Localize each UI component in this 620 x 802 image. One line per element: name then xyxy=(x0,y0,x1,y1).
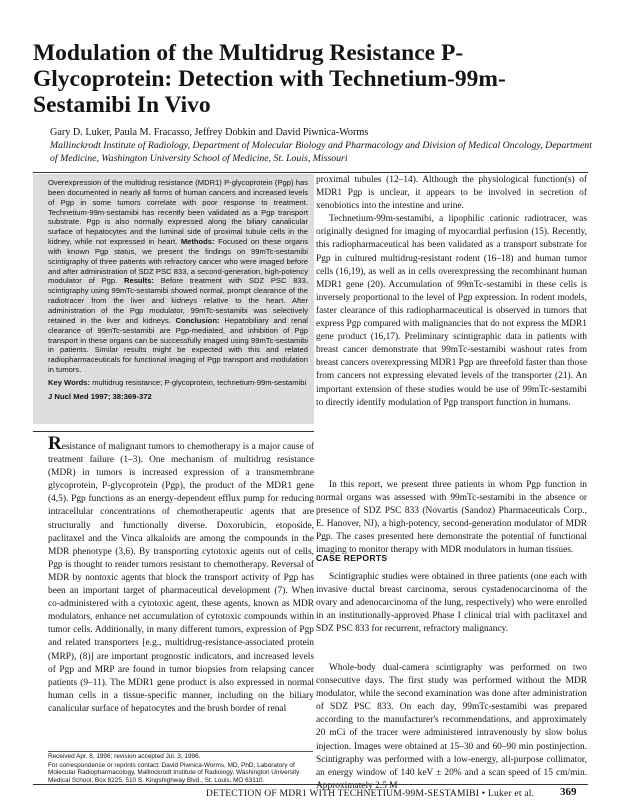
results-label: Results: xyxy=(123,276,154,286)
abstract-methods: Focused on these organs with known Pgp status, we present the findings on 99mTc-sestamibi scintigraphy of three patients with refractory cancer who were imaged before and after administration of SDZ PSC 833, a second-generation, high-potency modulator of Pgp. xyxy=(48,237,308,286)
footnotes xyxy=(48,753,314,786)
footnote-rule xyxy=(48,751,313,752)
body-paragraph-5: Whole-body dual-camera scintigraphy was performed on two consecutive days. The first study was performed without the MDR modulator, while the second examination was done after administration of SDZ PSC 833. On each day, 99mTc-sestamibi was prepared according to the manufacturer's recommendations, and approximately 20 mCi of the tracer were administered intravenously by slow bolus injection. Images were obtained at 15–30 and 60–90 min postinjection. Scintigraphy was performed with a low-energy, all-purpose collimator, an energy window of 140 keV ± 20% and a scan speed of 15 cm/min. Approximately 2.5 M xyxy=(316,663,587,791)
author-list: Gary D. Luker, Paula M. Fracasso, Jeffrey Dobkin and David Piwnica-Worms xyxy=(50,127,369,138)
body-paragraph-4: Scintigraphic studies were obtained in three patients (one each with invasive ductal breast carcinoma, serous cystadenocarcinoma of the ovary and adenocarcinoma of the lung, respectively) who were enrolled in an institutionally-approved Phase I clinical trial with paclitaxel and SDZ PSC 833 for recurrent, refractory malignancy. xyxy=(316,572,587,635)
keywords-label: Key Words: xyxy=(48,377,91,387)
drop-cap: R xyxy=(48,433,62,454)
intro-text: esistance of malignant tumors to chemotherapy is a major cause of treatment failure (1–3). One mechanism of multidrug resistance (MDR) in tumors is increased expression of a transmembrane glycoprotein, P-glycoprotein (Pgp), the product of the MDR1 gene (4,5). Pgp functions as an energy-dependent efflux pump for reducing intracellular concentrations of chemotherapeutic agents that are structurally and functionally diverse. Doxorubicin, etoposide, paclitaxel and the Vinca alkaloids are among the compounds in the MDR phenotype (3,6). By transporting cytotoxic agents out of cells, Pgp is thought to render tumors resistant to chemotherapy. Reversal of MDR by nontoxic agents that block the transport activity of Pgp has been an important target of pharmaceutical development (7). When co-administered with a cytotoxic agent, these agents, known as MDR modulators, enhance net accumulation of cytotoxic compounds within tumor cells. Additionally, in many different tumors, expression of Pgp and related transporters [e.g., multidrug-resistance-associated protein (MRP), (8)] are important prognostic indicators, and increased levels of Pgp and MRP are found in tumor biopsies from relapsing cancer patients (9–11). The MDR1 gene product is also expressed in normal human cells in a tissue-specific manner, including on the biliary canalicular surface of hepatocytes and the brush border of renal xyxy=(48,442,314,714)
case-reports-heading: CASE REPORTS xyxy=(316,553,388,563)
article-title: Modulation of the Multidrug Resistance P-Glycoprotein: Detection with Technetium-99m-Sestamibi In Vivo xyxy=(33,40,506,118)
abstract-intro: Overexpression of the multidrug resistance (MDR1) P-glycoprotein (Pgp) has been documented in nearly all forms of human cancers and increased levels of Pgp in some tumors correlate with poor response to treatment. Technetium-99m-sestamibi has recently been validated as a Pgp transport substrate. Pgp is also normally expressed along the biliary canalicular surface of hepatocytes and the luminal side of proximal tubule cells in the kidney, while not expressed in heart. xyxy=(48,178,308,247)
body-paragraph-1: proximal tubules (12–14). Although the physiological function(s) of MDR1 Pgp is unclear, it appears to be involved in secretion of xenobiotics into the intestine and urine. xyxy=(316,175,587,212)
top-rule xyxy=(33,172,588,173)
abstract-conclusion: Hepatobiliary and renal clearance of 99mTc-sestamibi are Pgp-mediated, and inhibition of Pgp transport in these organs can be successfully imaged using 99mTc-sestamibi in patients. Similar results might be expected with this and related radiopharmaceuticals for functional imaging of Pgp transport and modulation in tumors. xyxy=(48,315,308,375)
right-column xyxy=(316,174,588,791)
keywords-text: multidrug resistance; P-glycoprotein, technetium-99m-sestamibi xyxy=(90,377,307,387)
intro-paragraph xyxy=(48,433,314,716)
conclusion-label: Conclusion: xyxy=(175,315,220,325)
abstract-results: Before treatment with SDZ PSC 833, scintigraphy using 99mTc-sestamibi showed normal, prompt clearance of the radiotracer from the liver and kidneys relative to the heart. After administration of the Pgp modulator, 99mTc-sestamibi was selectively retained in the liver and kidneys. xyxy=(48,276,308,325)
journal-citation: J Nucl Med 1997; 38:369-372 xyxy=(48,391,152,401)
received-note: Received Apr. 8, 1996; revision accepted Jul. 3, 1996. xyxy=(48,753,201,760)
body-paragraph-2: Technetium-99m-sestamibi, a lipophilic cationic radiotracer, was originally designed for imaging of myocardial perfusion (15). Recently, this radiopharmaceutical has been validated as a transport substrate for Pgp in cultured multidrug-resistant rodent (16–18) and human tumor cells (16,19), as well as in cells overexpressing the recombinant human MDR1 gene (20). Accumulation of 99mTc-sestamibi in these cells is inversely proportional to the level of Pgp expression. In rodent models, faster clearance of this radiopharmaceutical is observed in tumors that express Pgp compared with malignancies that do not express the MDR1 gene product (16,17). Preliminary scintigraphic data in patients with breast cancer demonstrate that 99mTc-sestamibi washout rates from breast cancers overexpressing MDR1 Pgp are threefold faster than those from cancers not expressing elevated levels of the transporter (21). An important extension of these studies would be use of 99mTc-sestamibi to directly identify modulation of Pgp transport function in humans. xyxy=(316,214,588,408)
abstract-rule xyxy=(33,431,314,432)
abstract-box xyxy=(33,174,314,424)
page-number: 369 xyxy=(560,786,577,798)
body-paragraph-3: In this report, we present three patients in whom Pgp function in normal organs was assessed with 99mTc-sestamibi in the absence or presence of SDZ PSC 833 (Novartis (Sandoz) Pharmaceuticals Corp., E. Hanover, NJ), a high-potency, second-generation modulator of MDR Pgp. The cases presented here demonstrate the potential of functional imaging to monitor therapy with MDR modulators in human tissues. xyxy=(316,480,587,556)
affiliation: Mallinckrodt Institute of Radiology, Department of Molecular Biology and Pharmacology and Division of Medical Oncology, Department of Medicine, Washington University School of Medicine, St. Louis, Missouri xyxy=(50,140,592,164)
keywords xyxy=(48,378,308,388)
correspondence-note: For correspondence or reprints contact: David Piwnica-Worms, MD, PhD, Laboratory of Molecular Radiopharmacology, Mallinckrodt Institute of Radiology, Washington University Medical School, Box 8225, 510 S. Kingshighway Blvd., St. Louis, MO 63110. xyxy=(48,761,300,785)
methods-label: Methods: xyxy=(180,237,215,247)
bottom-rule xyxy=(33,784,588,785)
abstract-text xyxy=(48,178,308,375)
running-head: DETECTION OF MDR1 WITH TECHNETIUM-99M-SESTAMIBI • Luker et al. xyxy=(206,788,535,799)
